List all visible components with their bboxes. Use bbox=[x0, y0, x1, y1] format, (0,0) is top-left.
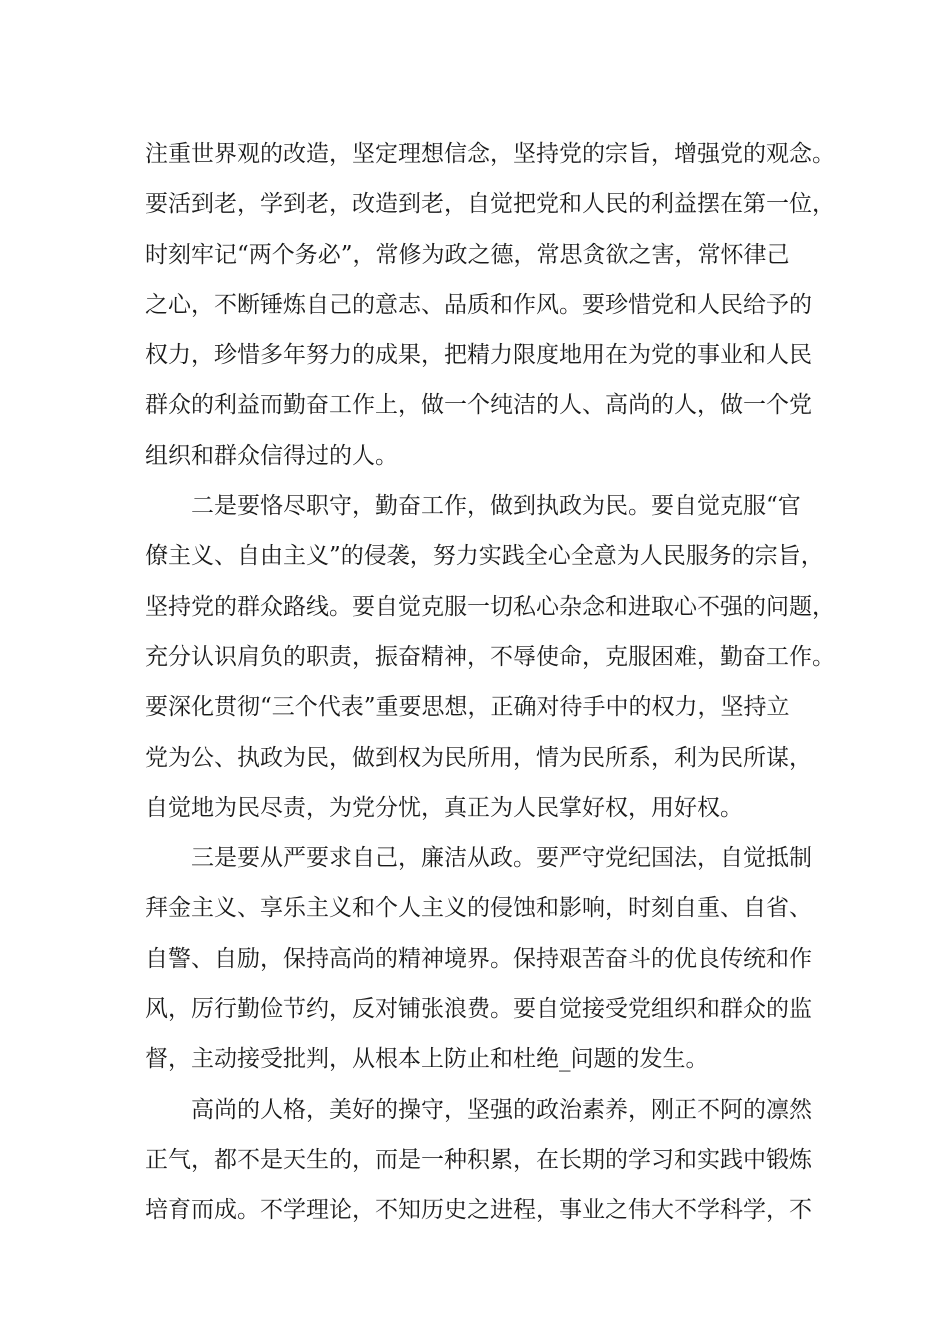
text-line: 高尚的人格，美好的操守，坚强的政治素养，刚正不阿的凛然 bbox=[191, 1096, 812, 1123]
body-text bbox=[145, 129, 835, 1236]
text-line: 风，厉行勤俭节约，反对铺张浪费。要自觉接受党组织和群众的监 bbox=[145, 996, 812, 1023]
text-line: 坚持党的群众路线。要自觉克服一切私心杂念和进取心不强的问题， bbox=[145, 593, 835, 620]
text-line: 时刻牢记“两个务必”，常修为政之德，常思贪欲之害，常怀律己 bbox=[145, 241, 790, 268]
text-line: 党为公、执政为民，做到权为民所用，情为民所系，利为民所谋， bbox=[145, 744, 812, 771]
text-line: 充分认识肩负的职责，振奋精神，不辱使命，克服困难，勤奋工作。 bbox=[145, 643, 835, 670]
text-line: 群众的利益而勤奋工作上，做一个纯洁的人、高尚的人，做一个党 bbox=[145, 392, 812, 419]
text-line: 培育而成。不学理论，不知历史之进程，事业之伟大不学科学，不 bbox=[145, 1197, 812, 1224]
text-line: 之心，不断锤炼自己的意志、品质和作风。要珍惜党和人民给予的 bbox=[145, 291, 812, 318]
paragraph bbox=[145, 129, 835, 481]
text-line: 僚主义、自由主义”的侵袭，努力实践全心全意为人民服务的宗旨， bbox=[145, 543, 824, 570]
text-line: 自警、自励，保持高尚的精神境界。保持艰苦奋斗的优良传统和作 bbox=[145, 945, 812, 972]
text-line: 要活到老，学到老，改造到老，自觉把党和人民的利益摆在第一位， bbox=[145, 191, 835, 218]
text-line: 组织和群众信得过的人。 bbox=[145, 442, 398, 469]
text-line: 督，主动接受批判，从根本上防止和杜绝_问题的发生。 bbox=[145, 1046, 709, 1073]
text-line: 二是要恪尽职守，勤奋工作，做到执政为民。要自觉克服“官 bbox=[191, 493, 801, 520]
paragraph bbox=[145, 833, 810, 1084]
text-line: 权力，珍惜多年努力的成果，把精力限度地用在为党的事业和人民 bbox=[145, 342, 812, 369]
text-line: 正气，都不是天生的，而是一种积累，在长期的学习和实践中锻炼 bbox=[145, 1146, 812, 1173]
paragraph bbox=[145, 1085, 810, 1236]
text-line: 三是要从严要求自己，廉洁从政。要严守党纪国法，自觉抵制 bbox=[191, 845, 812, 872]
paragraph bbox=[145, 481, 835, 833]
text-line: 要深化贯彻“三个代表”重要思想，正确对待手中的权力，坚持立 bbox=[145, 694, 790, 721]
text-line: 拜金主义、享乐主义和个人主义的侵蚀和影响，时刻自重、自省、 bbox=[145, 895, 812, 922]
text-line: 注重世界观的改造，坚定理想信念，坚持党的宗旨，增强党的观念。 bbox=[145, 141, 835, 167]
text-line: 自觉地为民尽责，为党分忧，真正为人民掌好权，用好权。 bbox=[145, 794, 743, 821]
